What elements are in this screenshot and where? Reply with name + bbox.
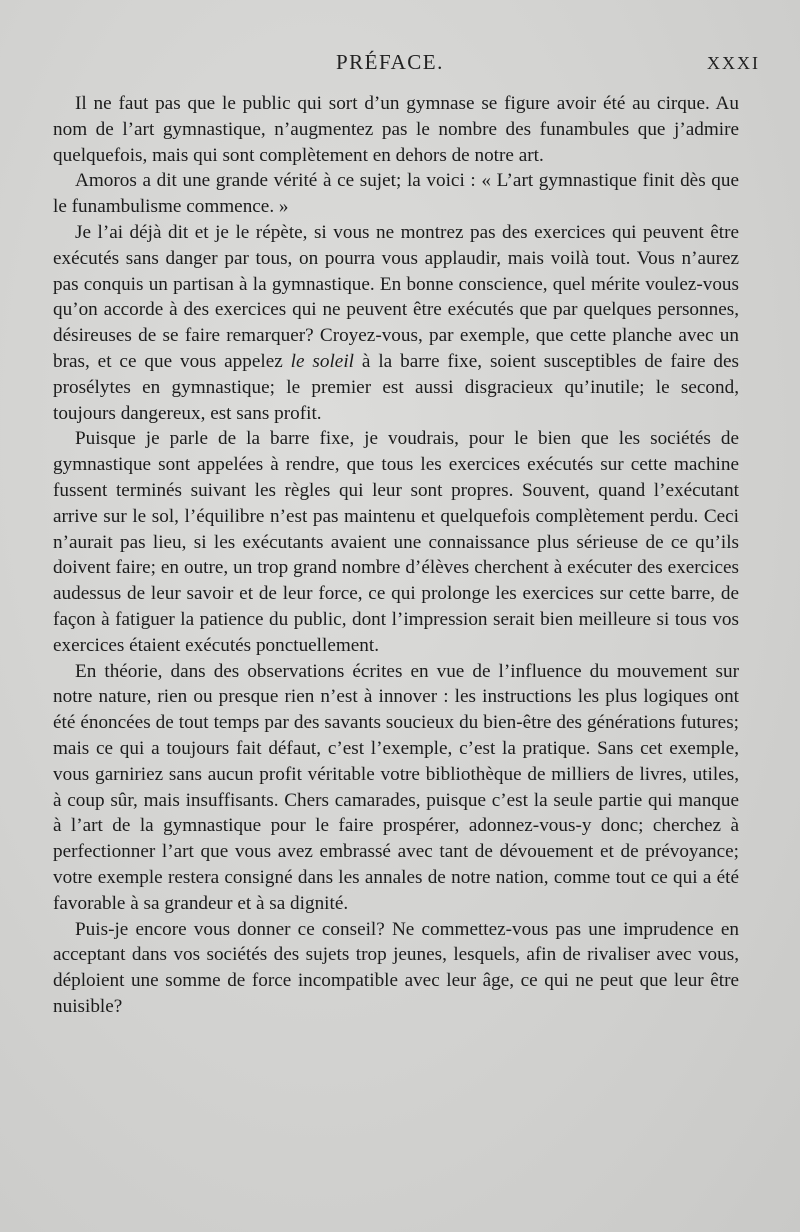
- paragraph-funambules: Il ne faut pas que le public qui sort d’un gymnase se figure avoir été au cirque. Au nom de l’art gymnastique, n’augmentez pas le nombre des funambules que j’admire quelquefois, mais qui sont complètement en dehors de notre art.: [53, 93, 739, 166]
- paragraph-exercices-part-1: Je l’ai déjà dit et je le répète, si vous ne montrez pas des exercices qui peuvent être exécutés sans danger par tous, on pourra vous applaudir, mais voilà tout. Vous n’aurez pas conquis un partisan à la gymnastique. En bonne conscience, quel mérite voulez-vous qu’on accorde à des exercices qui ne peuvent être exécutés que par quelques personnes, désireuses de se faire remarquer? Croyez-vous, par exemple, que cette planche avec un bras, et ce que vous appelez: [53, 221, 739, 372]
- paragraph-theorie: En théorie, dans des observations écrites en vue de l’influence du mouvement sur notre nature, rien ou presque rien n’est à innover : les instructions les plus logiques ont été énoncées de tout temps par des savants soucieux du bien-être des générations futures; mais ce qui a toujours fait défaut, c’est l’exemple, c’est la pratique. Sans cet exemple, vous garniriez sans aucun profit véritable votre bibliothèque de milliers de livres, utiles, à coup sûr, mais insuffisants. Chers camarades, puisque c’est la seule partie qui manque à l’art de la gymnastique pour le faire prospérer, adonnez-vous-y donc; cherchez à perfectionner l’art que vous avez embrassé avec tant de dévouement et de prévoyance; votre exemple restera consigné dans les annales de notre nation, comme tout ce qui a été favorable à sa grandeur et à sa dignité.: [53, 660, 739, 914]
- running-header: [0, 50, 800, 80]
- italic-le-soleil: le soleil: [290, 350, 354, 372]
- paragraph-amoros-quote: Amoros a dit une grande vérité à ce sujet; la voici : « L’art gymnastique finit dès que le funambulisme commence. »: [53, 170, 739, 218]
- page-number: XXXI: [707, 53, 760, 73]
- paragraph-barre-fixe: Puisque je parle de la barre fixe, je voudrais, pour le bien que les sociétés de gymnastique sont appelées à rendre, que tous les exercices exécutés sur cette machine fussent terminés suivant les règles qui leur sont propres. Souvent, quand l’exécutant arrive sur le sol, l’équilibre n’est pas maintenu et quelquefois complètement perdu. Ceci n’aurait pas lieu, si les exécutants avaient une connaissance plus sérieuse de ce qu’ils doivent faire; en outre, un trop grand nombre d’élèves cherchent à exécuter des exercices audessus de leur savoir et de leur force, ce qui prolonge les exercices sur cette barre, de façon à fatiguer la patience du public, dont l’impression serait bien meilleure si tous vos exercices étaient exécutés ponctuellement.: [53, 428, 739, 656]
- paragraph-conseil: Puis-je encore vous donner ce conseil? Ne commettez-vous pas une imprudence en acceptant dans vos sociétés des sujets trop jeunes, lesquels, afin de rivaliser avec vous, déploient une somme de force incompatible avec leur âge, ce qui ne peut que leur être nuisible?: [53, 918, 739, 1017]
- paragraph-exercices-part-2: à la barre fixe, soient susceptibles de faire des prosélytes en gymnastique; le premier est aussi disgracieux qu’inutile; le second, toujours dangereux, est sans profit.: [53, 350, 739, 424]
- paragraph-exercices-danger: [53, 220, 739, 426]
- page-header-title: PRÉFACE.: [336, 50, 444, 74]
- page-body: [53, 91, 739, 1020]
